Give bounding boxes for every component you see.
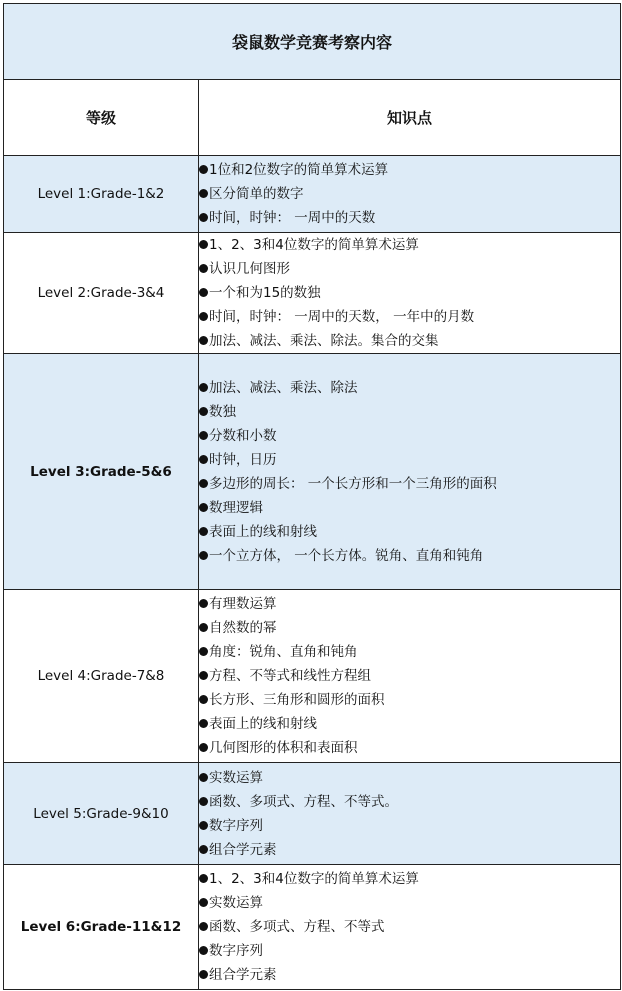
knowledge-point-text: 组合学元素 [209,841,277,858]
knowledge-point [199,939,620,963]
bullet-icon [199,671,208,680]
bullet-icon [199,599,208,608]
knowledge-point-text: 组合学元素 [209,967,277,983]
knowledge-point-text: 加法、减法、乘法、除法。集合的交集 [209,333,439,349]
knowledge-point [199,329,620,353]
knowledge-point-text: 数字序列 [209,943,263,959]
bullet-icon [199,970,208,979]
knowledge-point-text: 多边形的周长： 一个长方形和一个三角形的面积 [209,475,497,492]
bullet-icon [199,479,208,488]
level-cell: Level 2:Grade-3&4 [4,233,199,354]
bullet-icon [199,189,208,198]
knowledge-point [199,182,620,206]
knowledge-point-text: 数理逻辑 [209,499,263,516]
knowledge-point [199,766,620,790]
bullet-icon [199,165,208,174]
knowledge-point [199,712,620,736]
bullet-icon [199,922,208,931]
knowledge-point [199,281,620,305]
bullet-icon [199,336,208,345]
knowledge-point [199,257,620,281]
knowledge-point [199,736,620,760]
points-cell [199,233,621,354]
bullet-icon [199,719,208,728]
knowledge-point [199,616,620,640]
knowledge-point-text: 长方形、三角形和圆形的面积 [209,692,385,708]
bullet-icon [199,264,208,273]
knowledge-point-text: 表面上的线和射线 [209,523,317,540]
title-row [4,4,621,80]
knowledge-point [199,790,620,814]
bullet-icon [199,527,208,536]
bullet-icon [199,431,208,440]
knowledge-point [199,592,620,616]
points-cell [199,763,621,865]
knowledge-point [199,305,620,329]
knowledge-point-text: 表面上的线和射线 [209,716,317,732]
knowledge-point [199,448,620,472]
points-cell [199,865,621,990]
bullet-icon [199,213,208,222]
knowledge-point [199,891,620,915]
content-table [3,3,621,990]
bullet-icon [199,946,208,955]
knowledge-point-text: 1位和2位数字的简单算术运算 [209,162,389,178]
knowledge-point [199,544,620,568]
knowledge-point [199,496,620,520]
knowledge-point [199,867,620,891]
knowledge-point-text: 一个和为15的数独 [209,285,321,301]
level-cell: Level 6:Grade-11&12 [4,865,199,990]
knowledge-point-text: 有理数运算 [209,596,277,612]
knowledge-point-text: 认识几何图形 [209,261,290,277]
knowledge-point [199,520,620,544]
bullet-icon [199,551,208,560]
level-cell: Level 3:Grade-5&6 [4,354,199,590]
knowledge-point-text: 自然数的幂 [209,620,277,636]
bullet-icon [199,845,208,854]
knowledge-point [199,838,620,862]
knowledge-point [199,915,620,939]
knowledge-point [199,424,620,448]
bullet-icon [199,288,208,297]
bullet-icon [199,898,208,907]
table-title: 袋鼠数学竞赛考察内容 [4,4,621,80]
bullet-icon [199,797,208,806]
knowledge-point-text: 1、2、3和4位数字的简单算术运算 [209,871,419,887]
points-cell [199,354,621,590]
bullet-icon [199,312,208,321]
knowledge-point [199,664,620,688]
level-row [4,156,621,233]
bullet-icon [199,407,208,416]
knowledge-point-text: 方程、不等式和线性方程组 [209,668,371,684]
knowledge-point-text: 实数运算 [209,895,263,911]
bullet-icon [199,821,208,830]
knowledge-point [199,814,620,838]
knowledge-point-text: 数独 [209,403,236,420]
knowledge-point-text: 函数、多项式、方程、不等式 [209,919,385,935]
knowledge-point [199,963,620,987]
header-row [4,80,621,156]
bullet-icon [199,503,208,512]
knowledge-point-text: 函数、多项式、方程、不等式。 [209,793,398,810]
level-column-header: 等级 [4,80,199,156]
bullet-icon [199,743,208,752]
knowledge-point [199,640,620,664]
bullet-icon [199,874,208,883]
knowledge-point [199,472,620,496]
level-cell: Level 5:Grade-9&10 [4,763,199,865]
knowledge-point-text: 实数运算 [209,769,263,786]
level-row [4,233,621,354]
level-cell: Level 1:Grade-1&2 [4,156,199,233]
level-cell: Level 4:Grade-7&8 [4,590,199,763]
level-row [4,865,621,990]
knowledge-point-text: 分数和小数 [209,427,277,444]
level-row [4,354,621,590]
points-cell [199,590,621,763]
bullet-icon [199,647,208,656]
level-row [4,763,621,865]
knowledge-point-text: 角度：锐角、直角和钝角 [209,644,358,660]
knowledge-point-text: 几何图形的体积和表面积 [209,740,358,756]
bullet-icon [199,695,208,704]
knowledge-point [199,233,620,257]
knowledge-point-text: 区分简单的数字 [209,186,304,202]
knowledge-point [199,376,620,400]
points-column-header: 知识点 [199,80,621,156]
knowledge-point [199,688,620,712]
knowledge-point-text: 时钟，日历 [209,451,277,468]
bullet-icon [199,623,208,632]
level-row [4,590,621,763]
knowledge-point-text: 1、2、3和4位数字的简单算术运算 [209,237,419,253]
knowledge-point [199,158,620,182]
bullet-icon [199,455,208,464]
knowledge-point-text: 加法、减法、乘法、除法 [209,379,358,396]
points-cell [199,156,621,233]
knowledge-point [199,206,620,230]
knowledge-point-text: 时间，时钟： 一周中的天数 [209,210,376,226]
knowledge-point [199,400,620,424]
knowledge-point-text: 一个立方体， 一个长方体。锐角、直角和钝角 [209,547,484,564]
knowledge-point-text: 时间，时钟： 一周中的天数， 一年中的月数 [209,309,475,325]
bullet-icon [199,773,208,782]
bullet-icon [199,383,208,392]
knowledge-point-text: 数字序列 [209,817,263,834]
bullet-icon [199,240,208,249]
